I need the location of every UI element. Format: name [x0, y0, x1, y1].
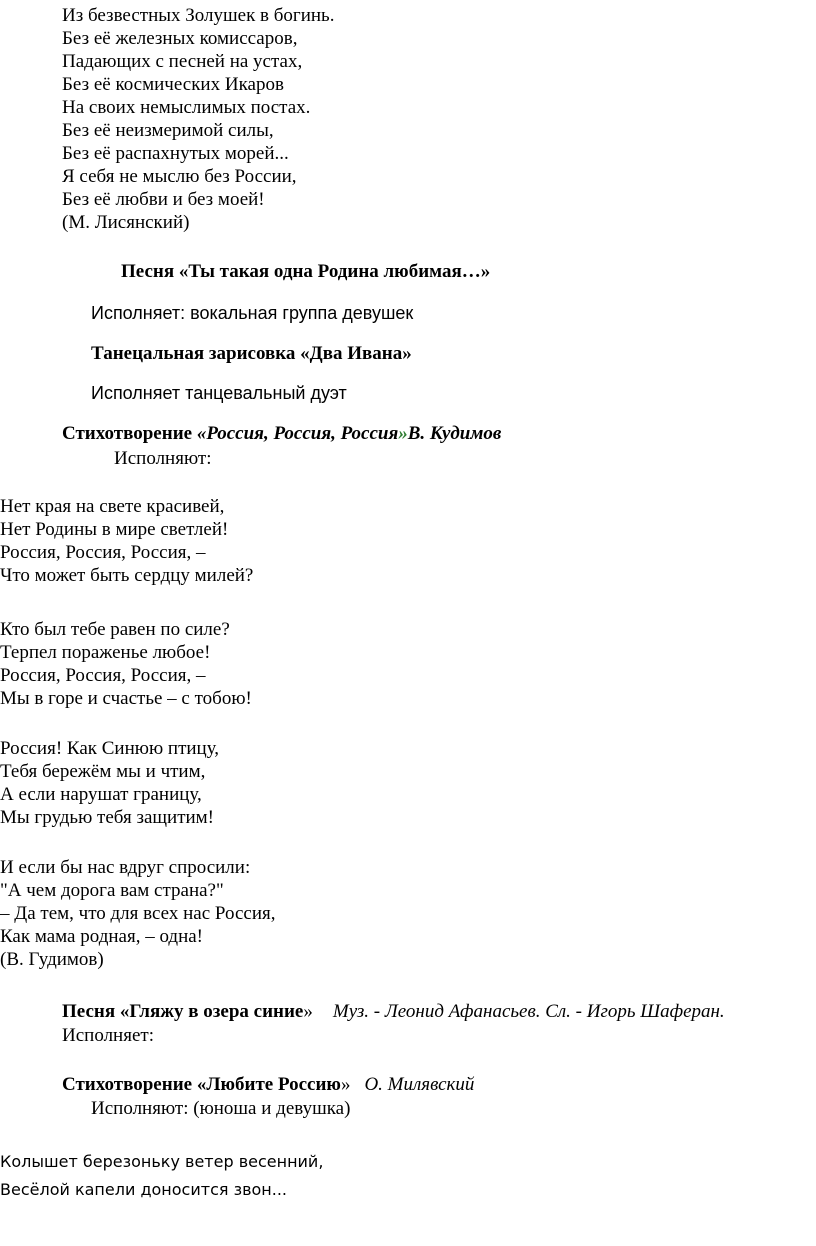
poem-line: – Да тем, что для всех нас Россия,: [0, 903, 276, 924]
song2-title-close: »: [303, 1001, 313, 1022]
poem-line: Мы в горе и счастье – с тобою!: [0, 688, 252, 709]
poem-line: Нет края на свете красивей,: [0, 496, 225, 517]
poem-line: А если нарушат границу,: [0, 784, 202, 805]
poem-line: Что может быть сердцу милей?: [0, 565, 254, 586]
poem-line: Мы грудью тебя защитим!: [0, 807, 215, 828]
poem3-title: Стихотворение «Любите Россию: [62, 1074, 341, 1095]
poem2-author: В. Кудимов: [407, 423, 502, 444]
song1-title-text: Песня «Ты такая одна Родина любимая…»: [121, 261, 491, 282]
poem-line: Кто был тебе равен по силе?: [0, 619, 230, 640]
poem2-quote-close: »: [398, 423, 408, 444]
poem-line: Как мама родная, – одна!: [0, 926, 203, 947]
poem3-performer: Исполняют: (юноша и девушка): [91, 1098, 351, 1119]
poem-line: Падающих с песней на устах,: [62, 51, 303, 72]
song2-title: Песня «Гляжу в озера синие: [62, 1001, 304, 1022]
poem-author: (В. Гудимов): [0, 949, 104, 970]
poem-line: Без её неизмеримой силы,: [62, 120, 274, 141]
poem-line: И если бы нас вдруг спросили:: [0, 857, 251, 878]
poem3-heading: [62, 1073, 474, 1097]
dance-title: [91, 342, 412, 366]
dance-performer: Исполняет танцевальный дуэт: [91, 383, 347, 403]
poem-line: Нет Родины в мире светлей!: [0, 519, 229, 540]
poem-line: На своих немыслимых постах.: [62, 97, 311, 118]
song2-heading: [62, 1000, 725, 1024]
song1-performer: Исполняет: вокальная группа девушек: [91, 303, 414, 323]
dance-title-text: Танецальная зарисовка «Два Ивана»: [91, 343, 412, 364]
poem-line: Тебя бережём мы и чтим,: [0, 761, 206, 782]
poem-author: (М. Лисянский): [62, 212, 190, 233]
poem-line: Без её распахнутых морей...: [62, 143, 289, 164]
poem-line: Без её любви и без моей!: [62, 189, 265, 210]
poem-line: Я себя не мыслю без России,: [62, 166, 297, 187]
poem-line: "А чем дорога вам страна?": [0, 880, 224, 901]
song1-title: [121, 260, 490, 284]
song2-credits: Муз. - Леонид Афанасьев. Сл. - Игорь Шаферан.: [332, 1001, 725, 1022]
poem2-quote-open: «: [196, 423, 207, 444]
poem-line: Россия! Как Синюю птицу,: [0, 738, 220, 759]
closing-line: Весёлой капели доносится звон...: [0, 1180, 288, 1199]
poem-line: Без её космических Икаров: [62, 74, 284, 95]
poem2-title: Россия, Россия, Россия: [206, 423, 399, 444]
poem2-heading: [62, 422, 501, 446]
poem-line: Из безвестных Золушек в богинь.: [62, 5, 335, 26]
poem2-label: Стихотворение: [62, 423, 197, 444]
poem3-author: О. Милявский: [364, 1074, 475, 1095]
poem-line: Россия, Россия, Россия, –: [0, 542, 206, 563]
poem2-performer: Исполняют:: [114, 448, 212, 469]
poem-line: Россия, Россия, Россия, –: [0, 665, 206, 686]
song2-performer: Исполняет:: [62, 1025, 154, 1046]
poem-line: Терпел пораженье любое!: [0, 642, 211, 663]
closing-line: Колышет березоньку ветер весенний,: [0, 1152, 324, 1171]
poem3-title-close: »: [340, 1074, 351, 1095]
poem-line: Без её железных комиссаров,: [62, 28, 298, 49]
